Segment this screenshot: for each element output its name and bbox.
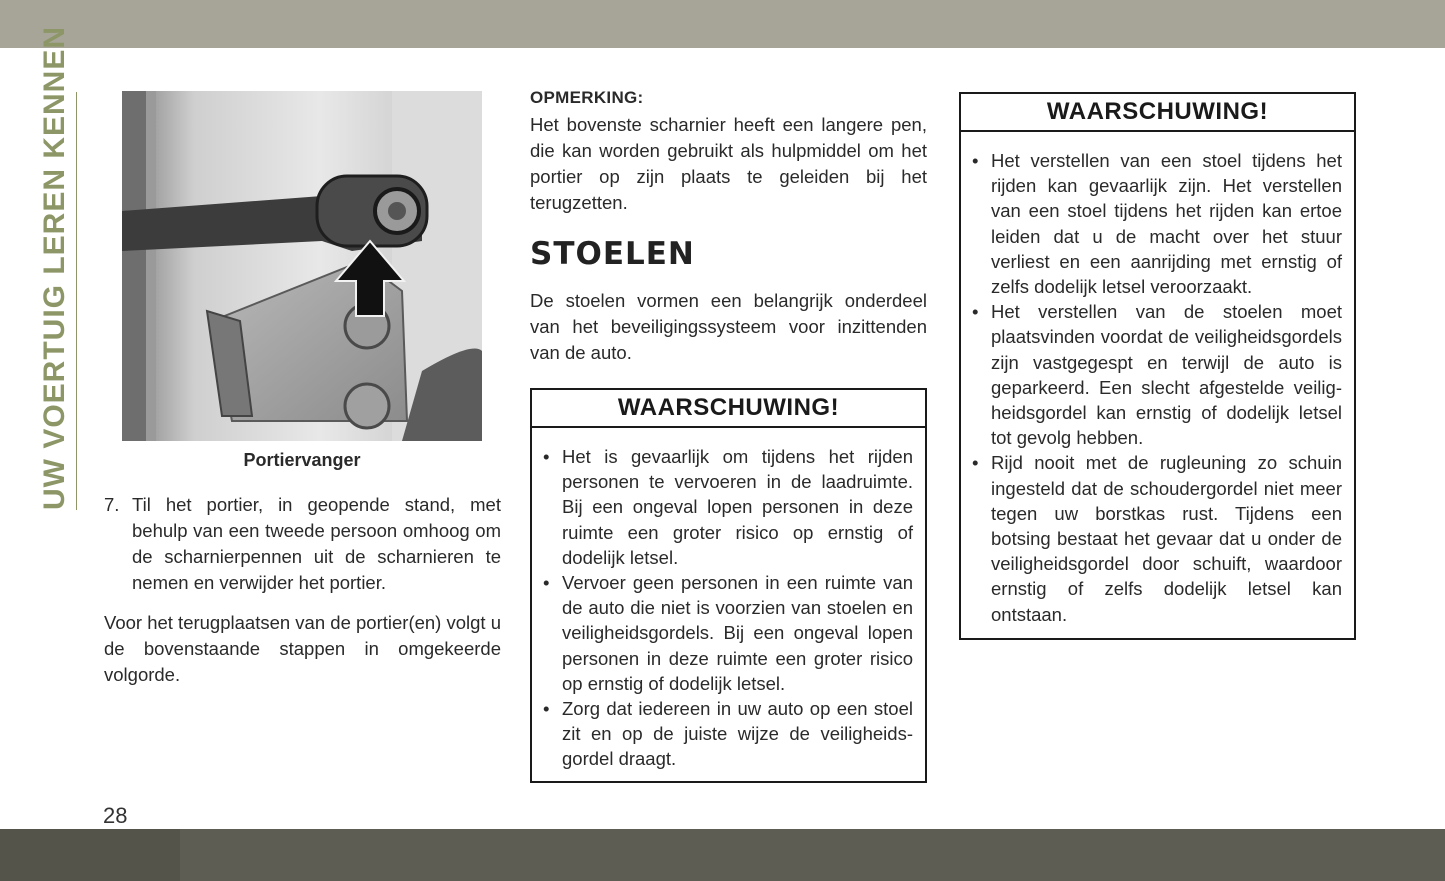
footer-band	[0, 829, 1445, 881]
warning-item	[972, 299, 1342, 450]
warning-box-cargo	[530, 388, 927, 783]
figure-caption: Portiervanger	[243, 450, 361, 470]
warning-item-text: Het verstellen van een stoel tijdens het rijden kan gevaarlijk zijn. Het verstellen van een stoel tijdens het rijden kan ertoe leiden dat u de macht over het stuur verliest en een aanrijding met ernstig of zelfs dodelijk letsel veroorzaakt.	[991, 150, 1342, 298]
step-text: Til het portier, in geopende stand, met behulp van een tweede persoon omhoog om de scharnierpennen uit de scharnieren te nemen en verwijder het portier.	[132, 494, 501, 593]
chapter-title: UW VOERTUIG LEREN KENNEN	[38, 25, 71, 510]
warning-title: WAARSCHUWING!	[961, 94, 1354, 132]
warning-item-text: Vervoer geen personen in een ruimte van de auto die niet is voorzien van stoelen en veiligheidsgordels. Bij een ongeval lopen personen in deze ruimte een groter risico op ernstig of dodelijk letsel.	[562, 572, 913, 694]
restore-paragraph: Voor het terugplaatsen van de portier(en) volgt u de bovenstaande stappen in omgekeerde volgorde.	[104, 612, 501, 685]
warning-item-text: Rijd nooit met de rugleuning zo schuin ingesteld dat de schoudergordel niet meer tegen uw borstkas rust. Tijdens een botsing bestaat het gevaar dat u onder de veiligheidsgordel door schuift, waardoor ernstig of zelfs dodelijk letsel kan ontstaan.	[991, 452, 1342, 625]
section-title: STOELEN	[530, 236, 695, 272]
note-text: Het bovenste scharnier heeft een langere pen, die kan worden gebruikt als hulpmiddel om het portier op zijn plaats te geleiden bij het terugzetten.	[530, 114, 927, 213]
warning-item	[543, 696, 913, 772]
page-number: 28	[103, 803, 128, 828]
warning-item-text: Zorg dat iedereen in uw auto op een stoel zit en op de juiste wijze de veiligheidsgordel draagt.	[562, 698, 913, 770]
note-heading: OPMERKING:	[530, 88, 644, 107]
warning-box-seats	[959, 92, 1356, 640]
bullet-icon: •	[972, 150, 979, 171]
door-hinge-photo	[122, 91, 482, 441]
bullet-icon: •	[972, 452, 979, 474]
bullet-icon: •	[543, 698, 550, 720]
warning-item-text: Het is gevaarlijk om tijdens het rijden personen te vervoeren in de laadruimte. Bij een ongeval lopen personen in deze ruimte een groter risico op ernstig of dodelijk letsel.	[562, 446, 913, 568]
warning-item	[972, 450, 1342, 626]
bullet-icon: •	[543, 572, 550, 594]
section-text: De stoelen vormen een belangrijk onderdeel van het beveiligingssysteem voor inzittenden van de auto.	[530, 290, 927, 363]
step-number: 7.	[104, 494, 120, 515]
bullet-icon: •	[543, 446, 550, 467]
chapter-divider	[76, 92, 77, 510]
warning-title: WAARSCHUWING!	[532, 390, 925, 428]
warning-item	[972, 148, 1342, 299]
warning-list	[961, 132, 1354, 627]
bullet-icon: •	[972, 301, 979, 323]
warning-list	[532, 428, 925, 772]
warning-item-text: Het verstellen van de stoelen moet plaatsvinden voordat de veiligheidsgordels zijn vastgegespt en terwijl de auto is geparkeerd. Een slecht afgestelde veiligheidsgordel kan ernstig of dodelijk letsel tot gevolg hebben.	[991, 301, 1342, 449]
door-check-illustration	[122, 91, 482, 441]
warning-item	[543, 570, 913, 696]
warning-item	[543, 444, 913, 570]
header-band	[0, 0, 1445, 48]
